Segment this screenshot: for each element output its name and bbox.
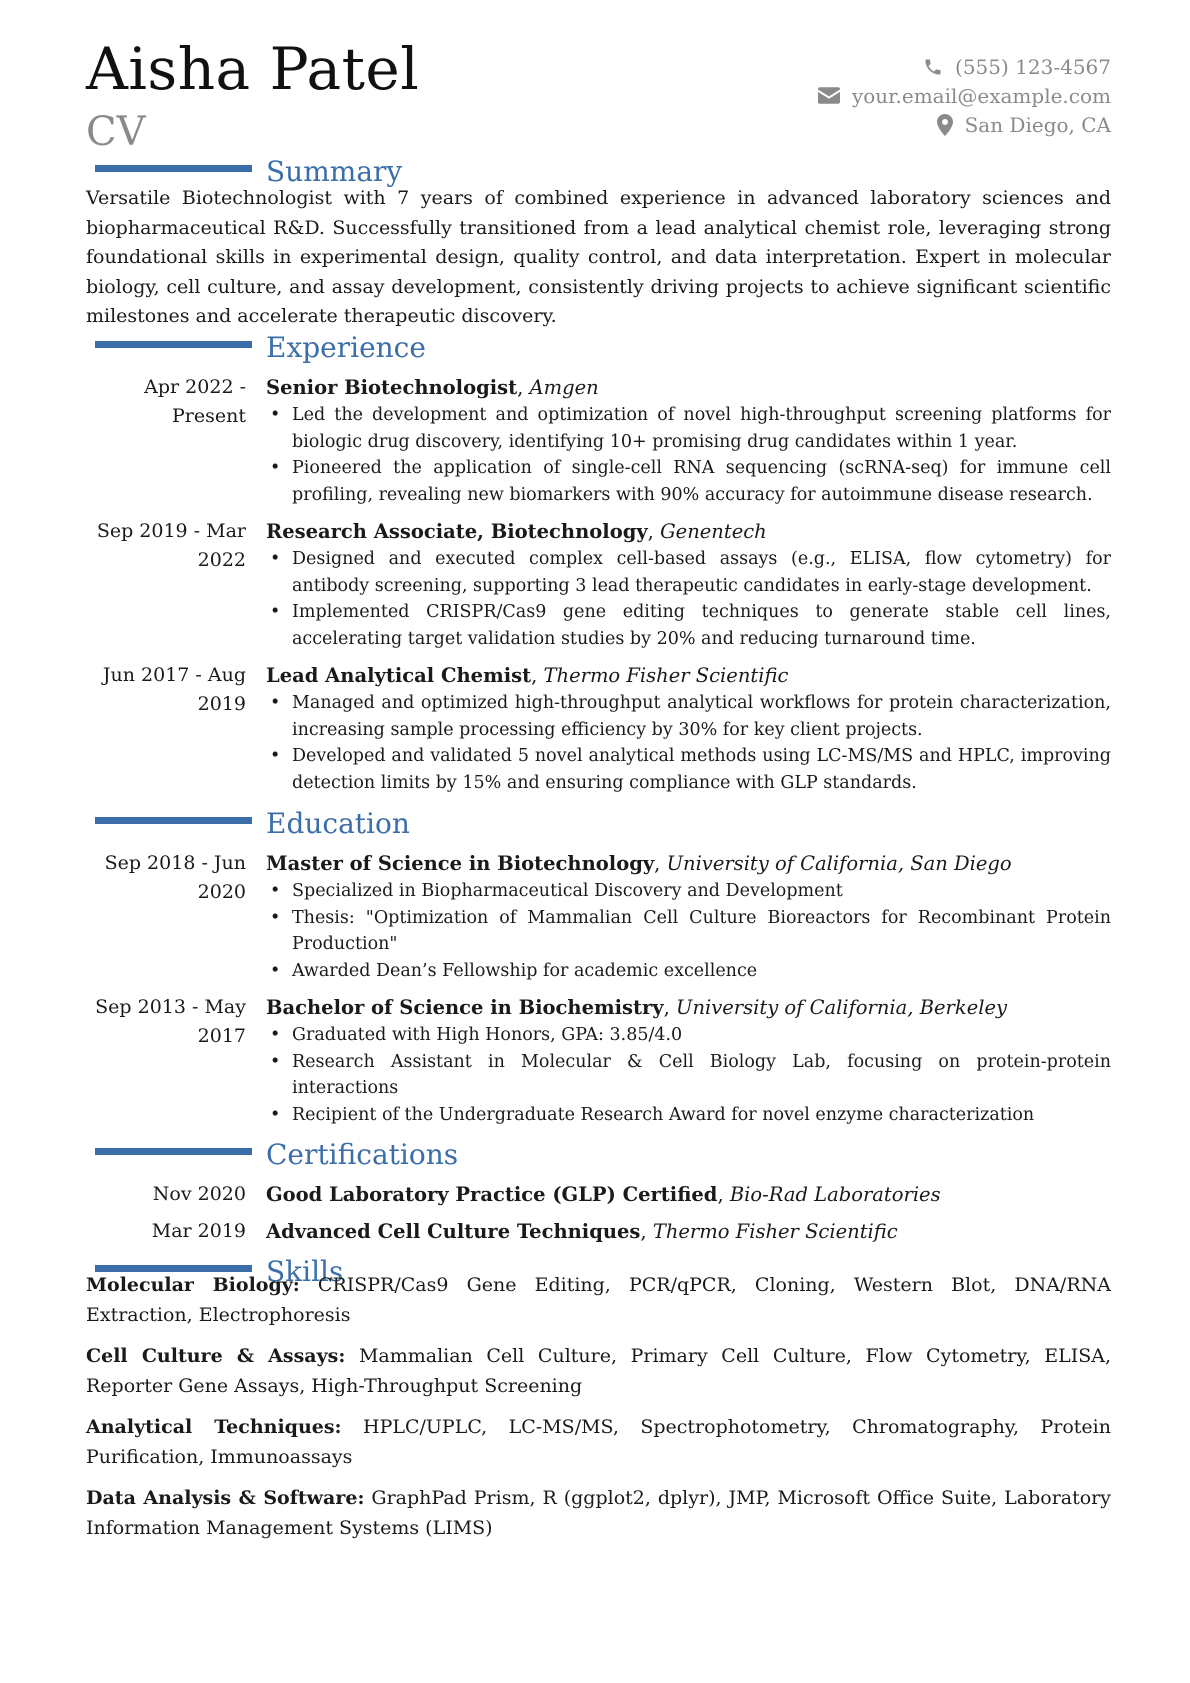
- entry-org: Bio-Rad Laboratories: [729, 1183, 941, 1206]
- contact-location: [751, 110, 1111, 139]
- entry-date: Jun 2017 - Aug 2019: [102, 664, 246, 715]
- skill-label: Analytical Techniques:: [86, 1416, 342, 1438]
- bullet-item: • Graduated with High Honors, GPA: 3.85/4.0: [266, 1022, 1111, 1049]
- bullet-item: • Pioneered the application of single-cell RNA sequencing (scRNA-seq) for immune cell profiling, revealing new biomarkers with 90% accuracy for autoimmune disease research.: [266, 455, 1111, 508]
- entry-heading: Advanced Cell Culture Techniques, Thermo Fisher Scientific: [266, 1220, 898, 1243]
- entry-title: Good Laboratory Practice (GLP) Certified: [266, 1183, 718, 1206]
- contact-block: [751, 52, 1111, 139]
- skill-label: Data Analysis & Software:: [86, 1487, 365, 1509]
- section-bar: [95, 1148, 252, 1155]
- bullet-item: • Developed and validated 5 novel analytical methods using LC-MS/MS and HPLC, improving detection limits by 15% and ensuring compliance with GLP standards.: [266, 743, 1111, 796]
- phone-text: (555) 123-4567: [955, 54, 1111, 79]
- skill-value: HPLC/UPLC, LC-MS/MS, Spectrophotometry, Chromatography, Protein Purification, Immunoassays: [86, 1416, 1111, 1468]
- entry-org: Amgen: [529, 376, 599, 399]
- entry-title: Lead Analytical Chemist: [266, 664, 532, 687]
- entry-date: Sep 2019 - Mar 2022: [96, 520, 246, 571]
- entry-heading: Research Associate, Biotechnology, Genentech: [266, 520, 767, 543]
- section-title: Skills: [266, 1255, 344, 1288]
- skill-value: CRISPR/Cas9 Gene Editing, PCR/qPCR, Cloning, Western Blot, DNA/RNA Extraction, Electrophoresis: [86, 1274, 1111, 1326]
- bullet-item: • Designed and executed complex cell-based assays (e.g., ELISA, flow cytometry) for antibody screening, supporting 3 lead therapeutic candidates in early-stage development.: [266, 546, 1111, 599]
- entry-heading: Master of Science in Biotechnology, University of California, San Diego: [266, 852, 1012, 875]
- entry-org: Thermo Fisher Scientific: [543, 664, 789, 687]
- entry-title: Bachelor of Science in Biochemistry: [266, 996, 664, 1019]
- entry-date: Mar 2019: [151, 1220, 246, 1242]
- section-title: Education: [266, 807, 410, 840]
- entry-org: Thermo Fisher Scientific: [652, 1220, 898, 1243]
- email-text: your.email@example.com: [851, 83, 1111, 108]
- section-experience-heading: [0, 330, 1190, 366]
- entry-title: Master of Science in Biotechnology: [266, 852, 655, 875]
- entry-bullets: [266, 402, 1111, 508]
- contact-phone[interactable]: [751, 52, 1111, 81]
- section-bar: [95, 341, 252, 348]
- entry-org: University of California, Berkeley: [676, 996, 1008, 1019]
- bullet-item: • Thesis: "Optimization of Mammalian Cell Culture Bioreactors for Recombinant Protein Production": [266, 905, 1111, 958]
- section-certifications-heading: [0, 1137, 1190, 1173]
- skill-row: [86, 1413, 1111, 1472]
- section-title: Summary: [266, 155, 403, 188]
- location-text: San Diego, CA: [964, 112, 1111, 137]
- person-name: Aisha Patel: [86, 35, 420, 103]
- entry-bullets: [266, 878, 1111, 984]
- contact-email[interactable]: [751, 81, 1111, 110]
- section-education-heading: [0, 806, 1190, 842]
- entry-heading: Good Laboratory Practice (GLP) Certified, Bio-Rad Laboratories: [266, 1183, 941, 1206]
- bullet-item: • Implemented CRISPR/Cas9 gene editing techniques to generate stable cell lines, accelerating target validation studies by 20% and reducing turnaround time.: [266, 599, 1111, 652]
- phone-icon: [923, 57, 943, 77]
- bullet-item: • Research Assistant in Molecular & Cell Biology Lab, focusing on protein-protein interactions: [266, 1049, 1111, 1102]
- entry-bullets: [266, 546, 1111, 652]
- bullet-item: • Recipient of the Undergraduate Research Award for novel enzyme characterization: [266, 1102, 1111, 1129]
- summary-text: Versatile Biotechnologist with 7 years of combined experience in advanced laboratory sciences and biopharmaceutical R&D. Successfully transitioned from a lead analytical chemist role, leveraging strong foundational skills in experimental design, quality control, and data interpretation. Expert in molecular biology, cell culture, and assay development, consistently driving projects to achieve significant scientific milestones and accelerate therapeutic discovery.: [86, 187, 1111, 327]
- section-bar: [95, 817, 252, 824]
- entry-org: Genentech: [660, 520, 767, 543]
- section-bar: [95, 165, 252, 172]
- bullet-item: • Managed and optimized high-throughput analytical workflows for protein characterization, increasing sample processing efficiency by 30% for key client projects.: [266, 690, 1111, 743]
- entry-bullets: [266, 690, 1111, 796]
- entry-heading: Lead Analytical Chemist, Thermo Fisher Scientific: [266, 664, 789, 687]
- bullet-item: • Specialized in Biopharmaceutical Discovery and Development: [266, 878, 1111, 905]
- section-title: Certifications: [266, 1138, 459, 1171]
- map-marker-icon: [937, 114, 953, 136]
- entry-heading: Senior Biotechnologist, Amgen: [266, 376, 599, 399]
- entry-bullets: [266, 1022, 1111, 1128]
- entry-date: Sep 2013 - May 2017: [95, 996, 246, 1047]
- entry-title: Senior Biotechnologist: [266, 376, 518, 399]
- skill-label: Cell Culture & Assays:: [86, 1345, 346, 1367]
- bullet-item: • Led the development and optimization of novel high-throughput screening platforms for biologic drug discovery, identifying 10+ promising drug candidates within 1 year.: [266, 402, 1111, 455]
- entry-date: Nov 2020: [152, 1183, 246, 1205]
- skill-row: [86, 1484, 1111, 1543]
- bullet-item: • Awarded Dean’s Fellowship for academic excellence: [266, 958, 1111, 985]
- skill-value: Mammalian Cell Culture, Primary Cell Culture, Flow Cytometry, ELISA, Reporter Gene Assays, High-Throughput Screening: [86, 1345, 1111, 1397]
- entry-org: University of California, San Diego: [666, 852, 1012, 875]
- entry-date: Sep 2018 - Jun 2020: [104, 852, 246, 903]
- entry-date: Apr 2022 - Present: [144, 376, 246, 427]
- skill-label: Molecular Biology:: [86, 1274, 300, 1296]
- section-title: Experience: [266, 331, 426, 364]
- skills-list: [86, 1271, 1111, 1555]
- envelope-icon: [818, 87, 840, 104]
- skill-row: [86, 1342, 1111, 1401]
- entry-title: Research Associate, Biotechnology: [266, 520, 648, 543]
- entry-title: Advanced Cell Culture Techniques: [266, 1220, 641, 1243]
- skill-value: GraphPad Prism, R (ggplot2, dplyr), JMP, Microsoft Office Suite, Laboratory Information Management Systems (LIMS): [86, 1487, 1111, 1539]
- skill-row: [86, 1271, 1111, 1330]
- document-type: CV: [86, 109, 146, 155]
- entry-heading: Bachelor of Science in Biochemistry, University of California, Berkeley: [266, 996, 1008, 1019]
